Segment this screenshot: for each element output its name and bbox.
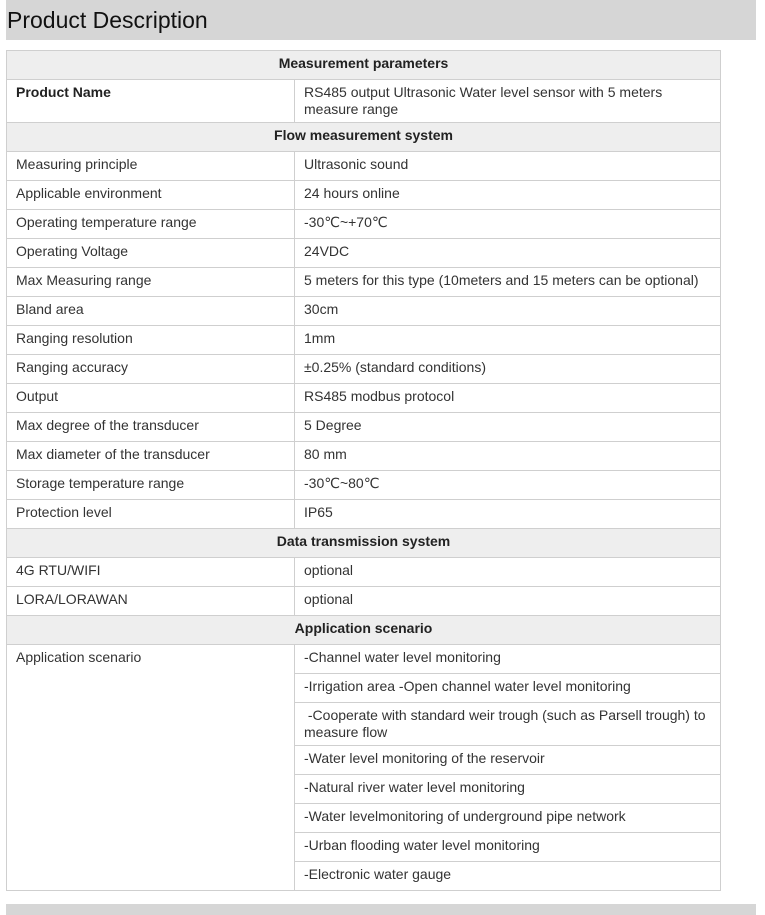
- table-row: [7, 413, 721, 442]
- application-item: -Urban flooding water level monitoring: [295, 833, 721, 862]
- row-value: 30cm: [295, 297, 721, 326]
- application-item: -Cooperate with standard weir trough (such as Parsell trough) to measure flow: [295, 703, 721, 746]
- row-value: -30℃~+70℃: [295, 210, 721, 239]
- table-row: [7, 645, 721, 674]
- table-row: [7, 268, 721, 297]
- spec-table: [6, 50, 721, 891]
- section-header-flow: Flow measurement system: [7, 123, 721, 152]
- row-value: optional: [295, 587, 721, 616]
- row-label: Operating Voltage: [7, 239, 295, 268]
- table-row: [7, 355, 721, 384]
- row-value: 80 mm: [295, 442, 721, 471]
- table-row: [7, 152, 721, 181]
- section-header-row: [7, 529, 721, 558]
- row-label: Ranging resolution: [7, 326, 295, 355]
- application-item: -Electronic water gauge: [295, 862, 721, 891]
- table-row: [7, 558, 721, 587]
- section-header-row: [7, 616, 721, 645]
- table-row: [7, 471, 721, 500]
- section-header-row: [7, 51, 721, 80]
- section-header-application: Application scenario: [7, 616, 721, 645]
- row-value: 24VDC: [295, 239, 721, 268]
- table-row: [7, 239, 721, 268]
- row-label: Ranging accuracy: [7, 355, 295, 384]
- bottom-bar: [6, 904, 756, 915]
- row-value: 1mm: [295, 326, 721, 355]
- application-item: -Water levelmonitoring of underground pipe network: [295, 804, 721, 833]
- row-value: Ultrasonic sound: [295, 152, 721, 181]
- row-label: Operating temperature range: [7, 210, 295, 239]
- row-label: Max degree of the transducer: [7, 413, 295, 442]
- row-label: Output: [7, 384, 295, 413]
- section-header-measurement: Measurement parameters: [7, 51, 721, 80]
- application-item: -Irrigation area -Open channel water level monitoring: [295, 674, 721, 703]
- section-header-data-transmission: Data transmission system: [7, 529, 721, 558]
- row-value: 5 Degree: [295, 413, 721, 442]
- row-label: 4G RTU/WIFI: [7, 558, 295, 587]
- row-label: Storage temperature range: [7, 471, 295, 500]
- table-row: [7, 181, 721, 210]
- row-label: Measuring principle: [7, 152, 295, 181]
- product-name-value: RS485 output Ultrasonic Water level sensor with 5 meters measure range: [295, 80, 721, 123]
- row-label: Protection level: [7, 500, 295, 529]
- table-row: [7, 384, 721, 413]
- table-row: [7, 500, 721, 529]
- table-row: [7, 442, 721, 471]
- row-value: 24 hours online: [295, 181, 721, 210]
- row-label: LORA/LORAWAN: [7, 587, 295, 616]
- page-title: Product Description: [7, 7, 208, 33]
- table-row: [7, 80, 721, 123]
- row-label: Applicable environment: [7, 181, 295, 210]
- table-row: [7, 587, 721, 616]
- row-value: -30℃~80℃: [295, 471, 721, 500]
- row-value: RS485 modbus protocol: [295, 384, 721, 413]
- title-bar: [6, 0, 756, 40]
- row-label: Bland area: [7, 297, 295, 326]
- table-row: [7, 297, 721, 326]
- row-label: Max diameter of the transducer: [7, 442, 295, 471]
- application-item: -Water level monitoring of the reservoir: [295, 746, 721, 775]
- section-header-row: [7, 123, 721, 152]
- row-label: Max Measuring range: [7, 268, 295, 297]
- row-value: optional: [295, 558, 721, 587]
- application-item: -Channel water level monitoring: [295, 645, 721, 674]
- product-name-label: Product Name: [7, 80, 295, 123]
- table-row: [7, 210, 721, 239]
- application-scenario-label: Application scenario: [7, 645, 295, 891]
- row-value: IP65: [295, 500, 721, 529]
- row-value: ±0.25% (standard conditions): [295, 355, 721, 384]
- application-item: -Natural river water level monitoring: [295, 775, 721, 804]
- row-value: 5 meters for this type (10meters and 15 meters can be optional): [295, 268, 721, 297]
- table-row: [7, 326, 721, 355]
